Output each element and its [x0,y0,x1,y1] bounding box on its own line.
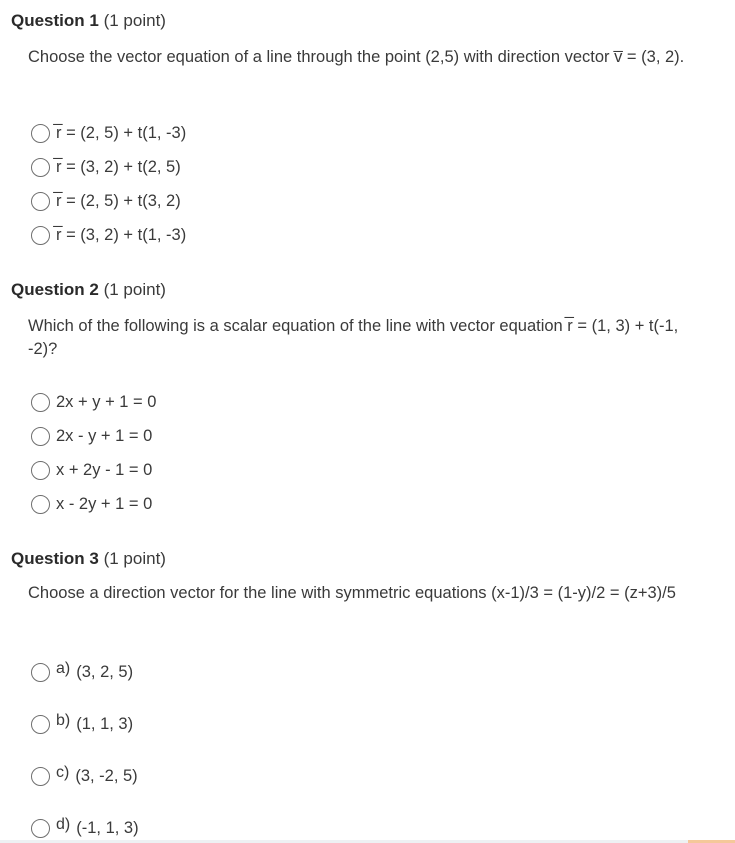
radio-button[interactable] [31,663,50,682]
radio-button[interactable] [31,819,50,838]
radio-button[interactable] [31,158,50,177]
option-text: (3, 2, 5) [76,662,134,681]
question-1-option-c[interactable] [31,189,181,213]
radio-button[interactable] [31,461,50,480]
radio-button[interactable] [31,767,50,786]
radio-button[interactable] [31,192,50,211]
question-3-option-d[interactable] [31,816,139,840]
option-letter: c) [56,764,70,781]
option-text: r̅ = (3, 2) + t(1, -3) [56,225,187,244]
option-letter: d) [56,816,71,833]
radio-button[interactable] [31,393,50,412]
option-text: x - 2y + 1 = 0 [56,494,153,513]
question-2-prompt: Which of the following is a scalar equation of the line with vector equation r̅ = (1, 3) + t(-1, -2)? [28,317,679,358]
option-letter: a) [56,660,71,677]
radio-button[interactable] [31,124,50,143]
radio-button[interactable] [31,495,50,514]
option-letter: b) [56,712,71,729]
question-2-points: (1 point) [103,280,166,299]
option-text: 2x + y + 1 = 0 [56,392,157,411]
option-text: (1, 1, 3) [76,714,134,733]
option-text: r̅ = (2, 5) + t(3, 2) [56,191,181,210]
question-2-option-b[interactable] [31,424,152,448]
question-3-prompt: Choose a direction vector for the line with symmetric equations (x-1)/3 = (1-y)/2 = (z+3)/5 [28,584,676,602]
option-text: r̅ = (2, 5) + t(1, -3) [56,123,187,142]
question-2-header [11,280,166,300]
option-text: (3, -2, 5) [75,766,138,785]
question-3-option-c[interactable] [31,764,138,788]
option-text: x + 2y - 1 = 0 [56,460,153,479]
question-1-title: Question 1 [11,11,99,30]
question-3-header [11,549,166,569]
radio-button[interactable] [31,226,50,245]
question-2-option-d[interactable] [31,492,152,516]
radio-button[interactable] [31,715,50,734]
question-3-points: (1 point) [103,549,166,568]
option-text: 2x - y + 1 = 0 [56,426,153,445]
question-2-title: Question 2 [11,280,99,299]
question-1-points: (1 point) [103,11,166,30]
option-text: (-1, 1, 3) [76,818,139,837]
question-1-option-a[interactable] [31,121,186,145]
question-1-option-d[interactable] [31,223,186,247]
question-1-header [11,11,166,31]
question-3-option-a[interactable] [31,660,133,684]
question-1-prompt: Choose the vector equation of a line through the point (2,5) with direction vector v̅ = (3, 2). [28,48,685,66]
question-3-title: Question 3 [11,549,99,568]
question-2-option-c[interactable] [31,458,152,482]
question-3-option-b[interactable] [31,712,133,736]
question-1-option-b[interactable] [31,155,181,179]
option-text: r̅ = (3, 2) + t(2, 5) [56,157,181,176]
question-2-option-a[interactable] [31,390,156,414]
radio-button[interactable] [31,427,50,446]
